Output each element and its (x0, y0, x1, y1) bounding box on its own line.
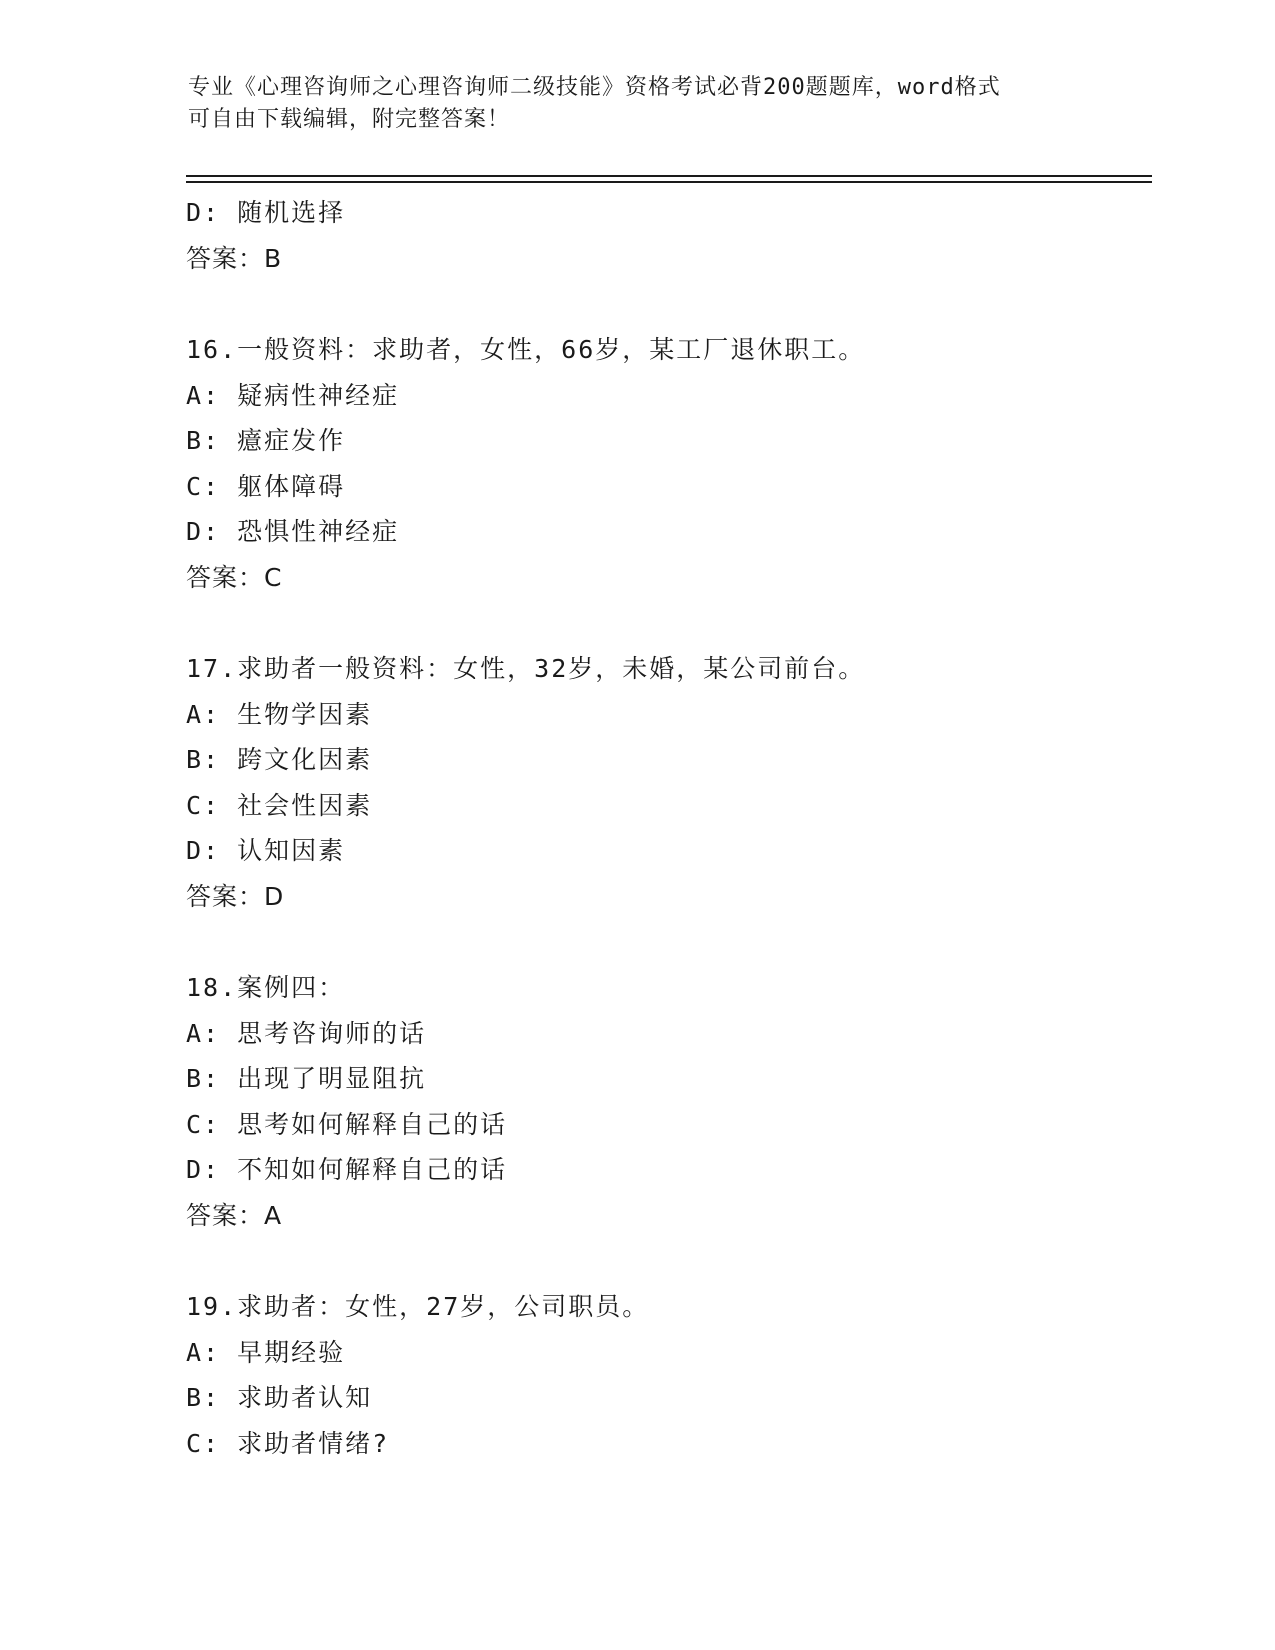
answer-line: 答案：D (186, 881, 285, 911)
header-divider-bottom (186, 181, 1152, 183)
option-b: B: 跨文化因素 (186, 745, 373, 774)
option-a: A: 疑病性神经症 (186, 380, 400, 410)
option-a: A: 生物学因素 (186, 699, 373, 729)
question-stem: 19.求助者：女性，27岁，公司职员。 (186, 1292, 650, 1321)
question-stem: 17.求助者一般资料：女性，32岁，未婚，某公司前台。 (186, 654, 866, 683)
option-c: C: 求助者情绪? (186, 1428, 390, 1458)
option-c: C: 躯体障碍 (186, 471, 346, 501)
spacer (186, 919, 1146, 965)
question-list (186, 190, 1146, 1466)
spacer (186, 281, 1146, 327)
header-title-line-1: 专业《心理咨询师之心理咨询师二级技能》资格考试必背200题题库，word格式 (188, 75, 1001, 100)
option-b: B: 癔症发作 (186, 426, 346, 455)
question-16 (186, 327, 1146, 600)
option-a: A: 思考咨询师的话 (186, 1018, 427, 1048)
question-18 (186, 965, 1146, 1238)
option-b: B: 求助者认知 (186, 1383, 373, 1412)
question-stem: 18.案例四： (186, 973, 346, 1002)
option-c: C: 思考如何解释自己的话 (186, 1109, 508, 1139)
header-title-line-2: 可自由下载编辑，附完整答案！ (188, 107, 511, 132)
option-c: C: 社会性因素 (186, 790, 373, 820)
spacer (186, 600, 1146, 646)
option-d: D: 不知如何解释自己的话 (186, 1155, 508, 1184)
question-stem: 16.一般资料：求助者，女性，66岁，某工厂退休职工。 (186, 335, 866, 364)
option-b: B: 出现了明显阻抗 (186, 1064, 427, 1093)
option-d: D: 随机选择 (186, 198, 346, 227)
question-19 (186, 1284, 1146, 1466)
document-header (188, 72, 1088, 136)
question-17 (186, 646, 1146, 919)
option-d: D: 认知因素 (186, 836, 346, 865)
option-d: D: 恐惧性神经症 (186, 517, 400, 546)
answer-line: 答案：A (186, 1200, 283, 1230)
previous-question-tail (186, 190, 1146, 281)
header-divider-top (186, 175, 1152, 177)
answer-line: 答案：B (186, 243, 283, 273)
answer-line: 答案：C (186, 562, 283, 592)
spacer (186, 1238, 1146, 1284)
option-a: A: 早期经验 (186, 1337, 346, 1367)
